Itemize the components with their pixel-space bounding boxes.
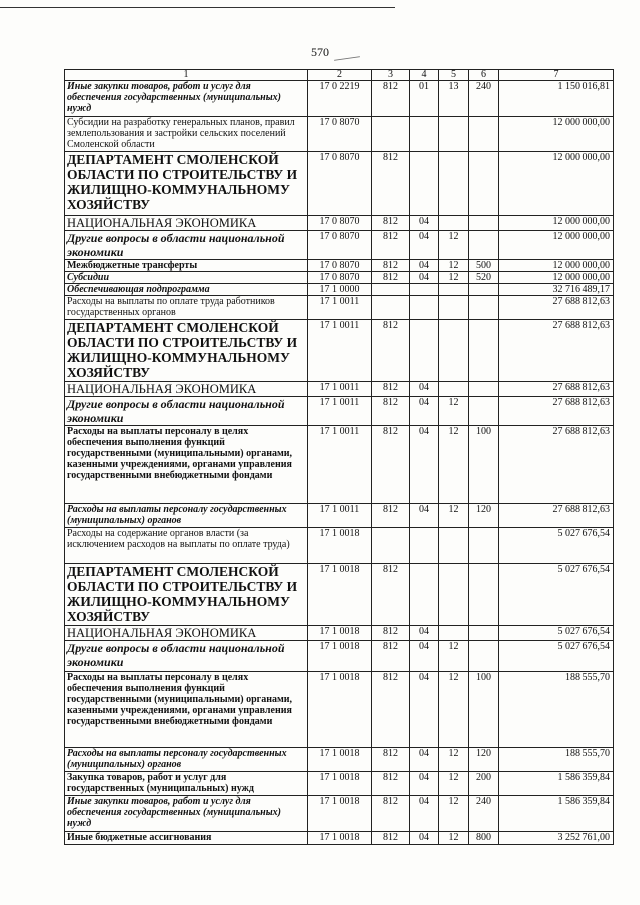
row-description: ДЕПАРТАМЕНТ СМОЛЕНСКОЙ ОБЛАСТИ ПО СТРОИТЕЛЬСТВУ И ЖИЛИЩНО-КОММУНАЛЬНОМУ ХОЗЯЙСТВУ [65, 320, 308, 382]
table-header-row [65, 70, 614, 81]
row-description: Субсидии на разработку генеральных планов, правил землепользования и застройки сельских поселений Смоленской области [65, 117, 308, 152]
row-expense-type [469, 564, 499, 626]
row-subsection: 12 [439, 672, 469, 748]
row-admin-code: 812 [372, 772, 410, 796]
row-expense-type: 100 [469, 426, 499, 504]
table-row [65, 272, 614, 284]
table-row [65, 397, 614, 426]
row-subsection: 12 [439, 641, 469, 672]
top-rule [0, 7, 395, 8]
row-section: 04 [410, 504, 439, 528]
row-expense-type [469, 231, 499, 260]
table-row [65, 528, 614, 564]
row-amount: 5 027 676,54 [499, 564, 614, 626]
table-row [65, 796, 614, 832]
row-subsection: 12 [439, 748, 469, 772]
row-admin-code: 812 [372, 672, 410, 748]
row-description: НАЦИОНАЛЬНАЯ ЭКОНОМИКА [65, 626, 308, 641]
row-subsection [439, 528, 469, 564]
row-section: 04 [410, 672, 439, 748]
row-expense-type [469, 296, 499, 320]
row-target-code: 17 1 0018 [308, 772, 372, 796]
row-amount: 1 150 016,81 [499, 81, 614, 117]
row-description: Субсидии [65, 272, 308, 284]
row-subsection: 12 [439, 260, 469, 272]
row-description: ДЕПАРТАМЕНТ СМОЛЕНСКОЙ ОБЛАСТИ ПО СТРОИТЕЛЬСТВУ И ЖИЛИЩНО-КОММУНАЛЬНОМУ ХОЗЯЙСТВУ [65, 152, 308, 216]
row-amount: 1 586 359,84 [499, 796, 614, 832]
row-expense-type: 120 [469, 748, 499, 772]
row-admin-code: 812 [372, 272, 410, 284]
table-row [65, 832, 614, 845]
row-expense-type [469, 641, 499, 672]
header-cell: 6 [469, 70, 499, 81]
row-subsection: 12 [439, 796, 469, 832]
row-admin-code: 812 [372, 152, 410, 216]
row-amount: 12 000 000,00 [499, 231, 614, 260]
row-description: Иные бюджетные ассигнования [65, 832, 308, 845]
row-section: 04 [410, 748, 439, 772]
row-target-code: 17 0 8070 [308, 272, 372, 284]
row-target-code: 17 1 0011 [308, 320, 372, 382]
row-amount: 5 027 676,54 [499, 641, 614, 672]
budget-table [64, 69, 614, 845]
row-section [410, 296, 439, 320]
table-row [65, 216, 614, 231]
row-section: 04 [410, 832, 439, 845]
row-expense-type [469, 382, 499, 397]
row-admin-code: 812 [372, 397, 410, 426]
row-section: 04 [410, 626, 439, 641]
row-subsection [439, 320, 469, 382]
header-cell: 4 [410, 70, 439, 81]
row-description: Другие вопросы в области национальной экономики [65, 641, 308, 672]
row-admin-code [372, 284, 410, 296]
row-admin-code: 812 [372, 504, 410, 528]
row-amount: 5 027 676,54 [499, 626, 614, 641]
row-section [410, 152, 439, 216]
row-expense-type [469, 528, 499, 564]
row-expense-type: 240 [469, 796, 499, 832]
row-admin-code: 812 [372, 832, 410, 845]
row-expense-type: 100 [469, 672, 499, 748]
row-target-code: 17 1 0000 [308, 284, 372, 296]
row-amount: 12 000 000,00 [499, 272, 614, 284]
row-admin-code: 812 [372, 626, 410, 641]
header-cell: 3 [372, 70, 410, 81]
row-subsection [439, 296, 469, 320]
row-description: Расходы на содержание органов власти (за исключением расходов на выплаты по оплате труда) [65, 528, 308, 564]
row-subsection: 12 [439, 504, 469, 528]
row-description: Расходы на выплаты персоналу в целях обеспечения выполнения функций государственными (муниципальными) органами, казенными учреждениями, органами управления государственными внебюджетными фондами [65, 672, 308, 748]
row-target-code: 17 1 0011 [308, 382, 372, 397]
row-description: Закупка товаров, работ и услуг для государственных (муниципальных) нужд [65, 772, 308, 796]
row-admin-code: 812 [372, 426, 410, 504]
row-amount: 27 688 812,63 [499, 296, 614, 320]
row-amount: 188 555,70 [499, 672, 614, 748]
row-expense-type: 120 [469, 504, 499, 528]
table-row [65, 260, 614, 272]
row-expense-type: 500 [469, 260, 499, 272]
row-subsection: 12 [439, 832, 469, 845]
row-description: НАЦИОНАЛЬНАЯ ЭКОНОМИКА [65, 216, 308, 231]
row-target-code: 17 0 8070 [308, 260, 372, 272]
row-section: 04 [410, 260, 439, 272]
row-section [410, 320, 439, 382]
row-admin-code [372, 528, 410, 564]
row-section: 04 [410, 382, 439, 397]
row-section: 04 [410, 231, 439, 260]
table-row [65, 284, 614, 296]
row-amount: 27 688 812,63 [499, 382, 614, 397]
row-target-code: 17 1 0011 [308, 504, 372, 528]
row-target-code: 17 1 0011 [308, 296, 372, 320]
header-cell: 5 [439, 70, 469, 81]
row-target-code: 17 1 0011 [308, 397, 372, 426]
row-expense-type: 240 [469, 81, 499, 117]
row-admin-code: 812 [372, 564, 410, 626]
row-amount: 5 027 676,54 [499, 528, 614, 564]
table-row [65, 641, 614, 672]
row-description: Обеспечивающая подпрограмма [65, 284, 308, 296]
row-subsection [439, 564, 469, 626]
row-target-code: 17 0 8070 [308, 216, 372, 231]
row-subsection: 12 [439, 231, 469, 260]
table-row [65, 672, 614, 748]
row-amount: 27 688 812,63 [499, 426, 614, 504]
table-row [65, 382, 614, 397]
row-section [410, 284, 439, 296]
row-subsection [439, 382, 469, 397]
row-section [410, 117, 439, 152]
row-amount: 3 252 761,00 [499, 832, 614, 845]
row-section: 04 [410, 772, 439, 796]
row-target-code: 17 0 8070 [308, 117, 372, 152]
row-admin-code: 812 [372, 260, 410, 272]
row-subsection [439, 117, 469, 152]
row-expense-type [469, 320, 499, 382]
row-description: Другие вопросы в области национальной экономики [65, 397, 308, 426]
header-cell: 2 [308, 70, 372, 81]
header-cell: 1 [65, 70, 308, 81]
row-admin-code: 812 [372, 81, 410, 117]
row-amount: 12 000 000,00 [499, 117, 614, 152]
row-target-code: 17 1 0018 [308, 641, 372, 672]
row-description: Межбюджетные трансферты [65, 260, 308, 272]
table-row [65, 296, 614, 320]
row-description: Расходы на выплаты персоналу государственных (муниципальных) органов [65, 504, 308, 528]
table-row [65, 320, 614, 382]
table-row [65, 626, 614, 641]
row-description: Иные закупки товаров, работ и услуг для обеспечения государственных (муниципальных) нужд [65, 796, 308, 832]
table-row [65, 117, 614, 152]
row-expense-type: 520 [469, 272, 499, 284]
row-description: Другие вопросы в области национальной экономики [65, 231, 308, 260]
row-admin-code: 812 [372, 320, 410, 382]
row-expense-type [469, 397, 499, 426]
row-target-code: 17 1 0018 [308, 528, 372, 564]
row-section: 04 [410, 216, 439, 231]
row-description: ДЕПАРТАМЕНТ СМОЛЕНСКОЙ ОБЛАСТИ ПО СТРОИТЕЛЬСТВУ И ЖИЛИЩНО-КОММУНАЛЬНОМУ ХОЗЯЙСТВУ [65, 564, 308, 626]
row-section: 01 [410, 81, 439, 117]
row-section: 04 [410, 272, 439, 284]
row-amount: 1 586 359,84 [499, 772, 614, 796]
row-subsection: 13 [439, 81, 469, 117]
row-description: Расходы на выплаты персоналу государственных (муниципальных) органов [65, 748, 308, 772]
row-admin-code: 812 [372, 216, 410, 231]
row-amount: 12 000 000,00 [499, 152, 614, 216]
row-expense-type [469, 117, 499, 152]
row-expense-type: 800 [469, 832, 499, 845]
row-expense-type: 200 [469, 772, 499, 796]
table-row [65, 152, 614, 216]
row-amount: 32 716 489,17 [499, 284, 614, 296]
row-target-code: 17 0 8070 [308, 231, 372, 260]
row-expense-type [469, 152, 499, 216]
row-amount: 12 000 000,00 [499, 260, 614, 272]
table-row [65, 426, 614, 504]
row-admin-code: 812 [372, 231, 410, 260]
table-row [65, 772, 614, 796]
row-expense-type [469, 216, 499, 231]
row-amount: 188 555,70 [499, 748, 614, 772]
row-admin-code: 812 [372, 382, 410, 397]
row-admin-code: 812 [372, 748, 410, 772]
row-subsection [439, 152, 469, 216]
row-section: 04 [410, 426, 439, 504]
row-subsection: 12 [439, 397, 469, 426]
row-subsection: 12 [439, 772, 469, 796]
table-row [65, 81, 614, 117]
table-row [65, 748, 614, 772]
row-section: 04 [410, 796, 439, 832]
row-target-code: 17 1 0018 [308, 626, 372, 641]
row-target-code: 17 1 0018 [308, 748, 372, 772]
row-subsection [439, 216, 469, 231]
row-description: Расходы на выплаты по оплате труда работников государственных органов [65, 296, 308, 320]
row-target-code: 17 0 2219 [308, 81, 372, 117]
table-row [65, 231, 614, 260]
row-target-code: 17 1 0018 [308, 796, 372, 832]
page-number: 570 [311, 45, 329, 59]
row-target-code: 17 0 8070 [308, 152, 372, 216]
row-admin-code: 812 [372, 796, 410, 832]
row-subsection [439, 284, 469, 296]
row-admin-code: 812 [372, 641, 410, 672]
row-amount: 27 688 812,63 [499, 320, 614, 382]
row-admin-code [372, 296, 410, 320]
row-description: Расходы на выплаты персоналу в целях обеспечения выполнения функций государственными (муниципальными) органами, казенными учреждениями, органами управления государственными внебюджетными фондами [65, 426, 308, 504]
row-section: 04 [410, 641, 439, 672]
row-subsection [439, 626, 469, 641]
row-expense-type [469, 284, 499, 296]
row-description: Иные закупки товаров, работ и услуг для обеспечения государственных (муниципальных) нужд [65, 81, 308, 117]
header-cell: 7 [499, 70, 614, 81]
row-amount: 12 000 000,00 [499, 216, 614, 231]
row-section [410, 528, 439, 564]
table-row [65, 564, 614, 626]
row-admin-code [372, 117, 410, 152]
row-description: НАЦИОНАЛЬНАЯ ЭКОНОМИКА [65, 382, 308, 397]
row-amount: 27 688 812,63 [499, 504, 614, 528]
row-subsection: 12 [439, 272, 469, 284]
row-expense-type [469, 626, 499, 641]
row-subsection: 12 [439, 426, 469, 504]
row-target-code: 17 1 0018 [308, 832, 372, 845]
table-body [65, 70, 614, 845]
row-target-code: 17 1 0011 [308, 426, 372, 504]
table-row [65, 504, 614, 528]
row-section [410, 564, 439, 626]
row-section: 04 [410, 397, 439, 426]
row-target-code: 17 1 0018 [308, 672, 372, 748]
row-amount: 27 688 812,63 [499, 397, 614, 426]
row-target-code: 17 1 0018 [308, 564, 372, 626]
